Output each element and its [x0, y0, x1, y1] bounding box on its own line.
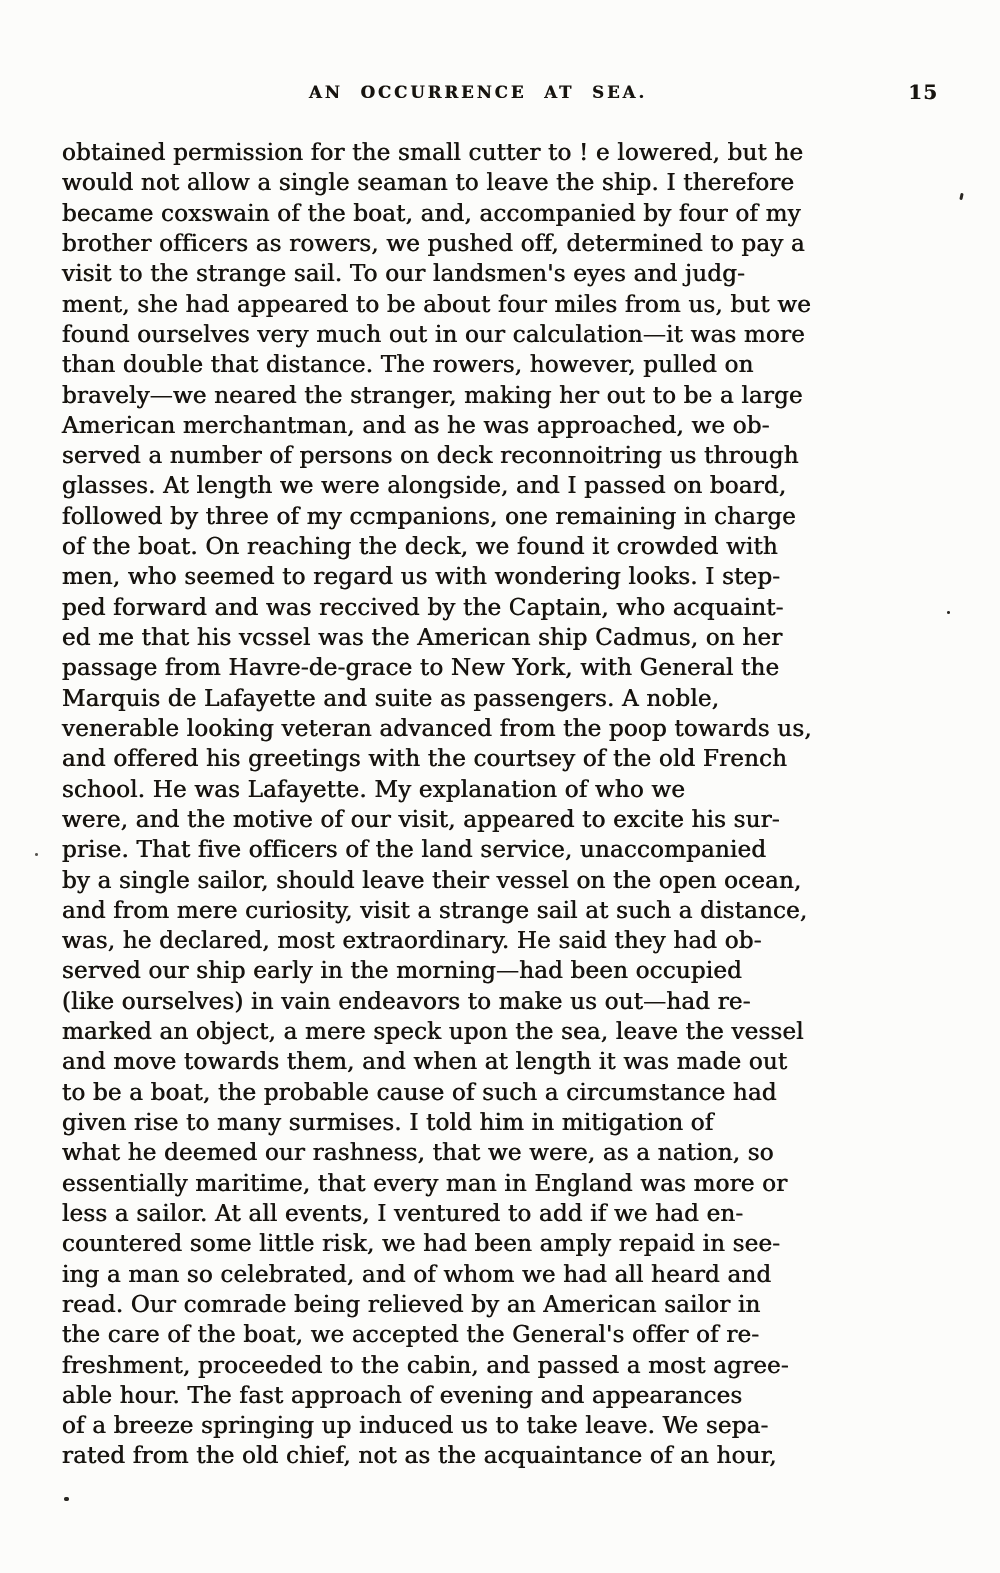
text-line: ment, she had appeared to be about four miles from us, but we [62, 291, 812, 318]
text-line: countered some little risk, we had been amply repaid in see- [62, 1231, 781, 1258]
text-line: venerable looking veteran advanced from the poop towards us, [62, 715, 812, 742]
scan-speck [959, 193, 963, 200]
text-line: and offered his greetings with the courtsey of the old French [62, 746, 788, 773]
page-number: 15 [908, 80, 938, 104]
text-line: read. Our comrade being relieved by an American sailor in [62, 1291, 761, 1318]
text-line: Marquis de Lafayette and suite as passengers. A noble, [62, 685, 720, 712]
text-line: and move towards them, and when at length it was made out [62, 1049, 788, 1076]
text-line: able hour. The fast approach of evening and appearances [62, 1382, 743, 1409]
text-line: were, and the motive of our visit, appeared to excite his sur- [62, 806, 780, 833]
text-line: became coxswain of the boat, and, accompanied by four of my [62, 200, 801, 227]
text-line: to be a boat, the probable cause of such a circumstance had [62, 1079, 777, 1106]
text-line: by a single sailor, should leave their vessel on the open ocean, [62, 867, 802, 894]
body-text [62, 138, 942, 1472]
scan-speck [64, 1497, 69, 1501]
text-line: ed me that his vcssel was the American ship Cadmus, on her [62, 625, 783, 651]
page-header [0, 80, 1000, 109]
text-line: and from mere curiosity, visit a strange sail at such a distance, [62, 897, 808, 924]
text-line: prise. That five officers of the land service, unaccompanied [62, 837, 767, 864]
text-line: than double that distance. The rowers, however, pulled on [62, 352, 754, 379]
text-line: American merchantman, and as he was approached, we ob- [62, 412, 770, 439]
text-line: followed by three of my ccmpanions, one remaining in charge [62, 503, 797, 530]
text-line: the care of the boat, we accepted the General's offer of re- [62, 1322, 760, 1349]
text-line: (like ourselves) in vain endeavors to make us out—had re- [62, 988, 751, 1015]
text-line: bravely—we neared the stranger, making her out to be a large [62, 382, 803, 409]
text-line: freshment, proceeded to the cabin, and passed a most agree- [62, 1352, 789, 1379]
text-line: would not allow a single seaman to leave the ship. I therefore [62, 170, 795, 197]
text-line: obtained permission for the small cutter to ! e lowered, but he [62, 140, 804, 166]
text-line: of the boat. On reaching the deck, we found it crowded with [62, 534, 778, 561]
text-line: was, he declared, most extraordinary. He said they had ob- [62, 928, 762, 955]
text-line: brother officers as rowers, we pushed off, determined to pay a [62, 230, 805, 257]
text-line: school. He was Lafayette. My explanation of who we [62, 776, 686, 803]
running-title: AN OCCURRENCE AT SEA. [308, 83, 648, 102]
text-line: ing a man so celebrated, and of whom we had all heard and [62, 1261, 772, 1288]
text-line: served a number of persons on deck reconnoitring us through [62, 443, 799, 470]
text-line: served our ship early in the morning—had been occupied [62, 958, 743, 985]
text-line: of a breeze springing up induced us to take leave. We sepa- [62, 1413, 769, 1440]
text-line: less a sailor. At all events, I ventured to add if we had en- [62, 1200, 744, 1227]
text-line: found ourselves very much out in our calculation—it was more [62, 321, 806, 348]
text-line: what he deemed our rashness, that we were, as a nation, so [62, 1140, 774, 1167]
text-line: rated from the old chief, not as the acquaintance of an hour, [62, 1443, 777, 1470]
text-line: given rise to many surmises. I told him in mitigation of [62, 1110, 714, 1136]
text-line: ped forward and was reccived by the Captain, who acquaint- [62, 594, 784, 621]
text-line: men, who seemed to regard us with wondering looks. I step- [62, 564, 781, 591]
scan-speck [947, 611, 950, 614]
text-line: marked an object, a mere speck upon the sea, leave the vessel [62, 1019, 804, 1046]
text-line: essentially maritime, that every man in England was more or [62, 1170, 788, 1197]
text-line: glasses. At length we were alongside, and I passed on board, [62, 473, 787, 500]
text-line: passage from Havre-de-grace to New York, with General the [62, 655, 780, 682]
text-line: visit to the strange sail. To our landsmen's eyes and judg- [62, 261, 746, 288]
scan-speck [35, 853, 38, 856]
